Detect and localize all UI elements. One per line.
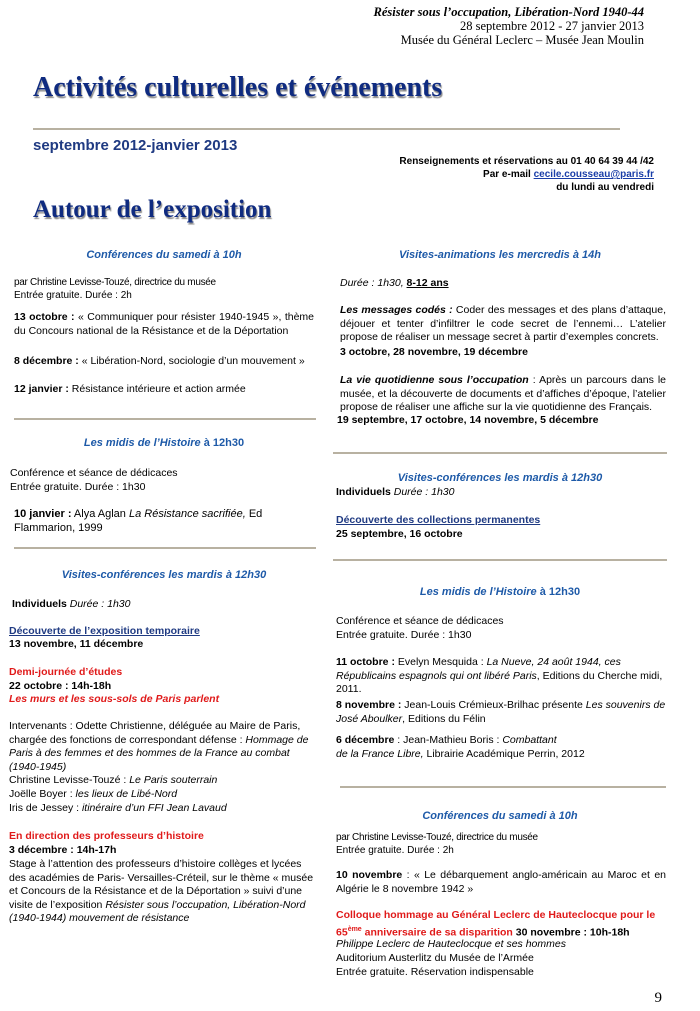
right-midis-item-3 <box>336 734 666 761</box>
profs-body: Stage à l’attention des professeurs d’histoire collèges et lycées des académies de Paris- Versailles-Créteil, sur le thème « musée et Concours de la Résistance et de la Déportation » suivi d’une visite de l’exposition <box>9 858 314 911</box>
mercredis-duration: Durée : 1h30, <box>340 277 407 289</box>
conf-text: « Communiquer pour résister 1940-1945 », thème du Concours national de la Résistance et de la Déportation <box>14 311 315 337</box>
messages-codes-text: Coder des messages et des plans d’attaque, déjouer et tenter d’infiltrer le code secret de l’ennemi… L’atelier propose de réaliser un message secret à partir d’exemples concrets. <box>340 304 666 343</box>
conf-date: 13 octobre : <box>14 311 75 323</box>
visites-duree: Durée : 1h30 <box>66 598 131 610</box>
midis-book: La Résistance sacrifiée, <box>128 508 246 520</box>
right-midis-item-1 <box>336 656 666 697</box>
divider <box>14 418 316 420</box>
visites-individuels: Individuels <box>12 598 67 610</box>
profs-date: 3 décembre : 14h-17h <box>9 844 117 856</box>
vie-quotidienne <box>340 374 666 415</box>
intervenants-text: Intervenants : Odette Christienne, déléguée au Maire de Paris, chargée des fonctions de correspondant défense : <box>9 720 301 746</box>
document-header-dates: 28 septembre 2012 - 27 janvier 2013 <box>460 19 644 33</box>
right-midis-desc: Conférence et séance de dédicaces <box>336 615 504 627</box>
profs-title: En direction des professeurs d’histoire <box>9 830 204 842</box>
midis-date: 6 décembre <box>336 734 395 746</box>
divider <box>340 786 666 788</box>
messages-codes-title: Les messages codés : <box>340 304 453 316</box>
document-header-title: Résister sous l’occupation, Libération-Nord 1940-44 <box>373 5 644 19</box>
left-midis-desc: Conférence et séance de dédicaces <box>10 467 178 479</box>
speaker-topic: itinéraire d’un FFI Jean Lavaud <box>81 802 227 814</box>
vie-quotidienne-title: La vie quotidienne sous l’occupation <box>340 374 529 386</box>
midis-author: : Jean-Mathieu Boris : <box>394 734 503 746</box>
colloque-date: 30 novembre : 10h-18h <box>512 926 630 938</box>
midis-publisher: , Editions du Félin <box>402 712 486 725</box>
divider <box>333 452 667 454</box>
left-conf-item <box>14 383 314 397</box>
speaker-name: Iris de Jessey : <box>9 802 82 814</box>
profs-exhibition: Résister sous l’occupation, Libération-Nord (1940-1944) mouvement de résistance <box>9 898 306 924</box>
demi-journee-intervenants <box>9 720 314 774</box>
midis-book: La Nueve, 24 août 1944, ces Républicains espagnols qui ont libéré Paris <box>336 656 621 682</box>
midis-book: Les souvenirs de José Aboulker <box>336 699 666 725</box>
title-divider <box>33 128 620 130</box>
colloque-title-a: Colloque hommage au Général Leclerc de Hauteclocque pour le 65 <box>336 909 656 938</box>
speaker-name: Christine Levisse-Touzé : <box>9 774 130 786</box>
conf-date: 8 décembre : <box>14 355 79 367</box>
speaker-topic: Le Paris souterrain <box>129 774 218 786</box>
midis-author: Jean-Louis Crémieux-Brilhac présente <box>401 699 586 711</box>
demi-journee-title: Demi-journée d’études <box>9 666 123 678</box>
left-conf-samedi-entry: Entrée gratuite. Durée : 2h <box>14 290 132 301</box>
left-conf-samedi-heading: Conférences du samedi à 10h <box>86 249 242 261</box>
demi-journee-theme: Les murs et les sous-sols de Paris parlent <box>9 693 220 705</box>
right-mardis-dates: 25 septembre, 16 octobre <box>336 528 463 540</box>
vie-quotidienne-text: : Après un parcours dans le musée, et la découverte de documents et d’affiches d’époque, l’atelier propose de réaliser une affiche sur la vie quotidienne des Français. <box>340 374 666 413</box>
divider <box>333 559 667 561</box>
right-conf-item <box>336 869 666 896</box>
colloque-entry: Entrée gratuite. Réservation indispensable <box>336 966 534 978</box>
right-midis-item-2 <box>336 699 666 726</box>
right-conf-samedi-by: par Christine Levisse-Touzé, directrice du musée <box>336 832 538 843</box>
main-title: Activités culturelles et événements <box>33 72 443 103</box>
colloque-title <box>336 909 666 940</box>
midis-book: Combattant <box>502 734 557 746</box>
midis-date: 11 octobre : <box>336 656 395 668</box>
vie-quotidienne-dates: 19 septembre, 17 octobre, 14 novembre, 5 décembre <box>337 414 599 426</box>
left-conf-samedi-by: par Christine Levisse-Touzé, directrice du musée <box>14 277 216 288</box>
page-number: 9 <box>654 990 662 1006</box>
colloque-sup: ème <box>347 925 362 933</box>
contact-email-line <box>483 169 654 180</box>
left-visites-dates: 13 novembre, 11 décembre <box>9 638 144 650</box>
left-midis-entry: Entrée gratuite. Durée : 1h30 <box>10 481 146 493</box>
conf-date: 12 janvier : <box>14 383 69 395</box>
left-midis-item <box>14 508 314 535</box>
midis-publisher: Librairie Académique Perrin, 2012 <box>423 747 585 760</box>
contact-email-prefix: Par e-mail <box>483 169 534 180</box>
conf-text: Résistance intérieure et action armée <box>68 383 246 395</box>
right-midis-heading <box>335 586 665 598</box>
midis-publisher: , Editions du Cherche midi, 2011. <box>336 669 663 695</box>
document-header-venue: Musée du Général Leclerc – Musée Jean Moulin <box>400 33 644 47</box>
midis-publisher: Ed Flammarion, 1999 <box>14 508 263 534</box>
profs-text <box>9 858 314 926</box>
midis-title: Les midis de l’Histoire <box>83 437 201 449</box>
midis-time: à 12h30 <box>200 437 245 449</box>
conf-text: « Libération-Nord, sociologie d’un mouvement » <box>78 355 305 367</box>
messages-codes-dates: 3 octobre, 28 novembre, 19 décembre <box>340 346 528 358</box>
conf-text: : « Le débarquement anglo-américain au Maroc et en Algérie le 8 novembre 1942 » <box>336 869 666 895</box>
demi-journee-date: 22 octobre : 14h-18h <box>9 680 112 692</box>
speaker-line <box>9 802 227 816</box>
right-midis-entry: Entrée gratuite. Durée : 1h30 <box>336 629 472 641</box>
contact-phone: Renseignements et réservations au 01 40 64 39 44 /42 <box>399 156 654 167</box>
intervenants-title: Hommage de Paris à des femmes et des hommes de la France au combat (1940-1945) <box>9 733 309 773</box>
right-mercredis-heading: Visites-animations les mercredis à 14h <box>399 249 601 261</box>
divider <box>14 547 316 549</box>
left-visites-individuels <box>12 598 130 612</box>
midis-title: Les midis de l’Histoire <box>419 586 537 598</box>
mardis-individuels: Individuels <box>336 486 391 498</box>
midis-author: Evelyn Mesquida : <box>394 656 487 668</box>
mardis-duree: Durée : 1h30 <box>390 486 455 498</box>
mercredis-ages: 8-12 ans <box>406 277 449 289</box>
midis-date: 8 novembre : <box>336 699 402 711</box>
right-conf-samedi-heading: Conférences du samedi à 10h <box>422 810 578 822</box>
colloque-title-b: anniversaire de sa disparition <box>361 926 513 938</box>
right-mardis-individuels <box>336 486 454 500</box>
left-visites-decouverte: Découverte de l’exposition temporaire <box>9 625 200 637</box>
speaker-topic: les lieux de Libé-Nord <box>75 788 178 800</box>
contact-days: du lundi au vendredi <box>556 182 654 193</box>
messages-codes <box>340 304 666 345</box>
period-subtitle: septembre 2012-janvier 2013 <box>33 137 238 154</box>
midis-date: 10 janvier : <box>14 508 72 520</box>
mercredis-duree <box>340 277 449 291</box>
midis-book-cont: de la France Libre, <box>336 747 424 760</box>
midis-time: à 12h30 <box>536 586 581 598</box>
contact-email-link[interactable]: cecile.cousseau@paris.fr <box>533 169 654 180</box>
right-conf-samedi-entry: Entrée gratuite. Durée : 2h <box>336 845 454 856</box>
left-midis-heading <box>14 437 314 449</box>
right-mardis-heading: Visites-conférences les mardis à 12h30 <box>397 472 603 484</box>
left-conf-item <box>14 311 314 338</box>
left-conf-item <box>14 355 314 369</box>
colloque-location: Auditorium Austerlitz du Musée de l’Armée <box>336 952 534 964</box>
conf-date: 10 novembre <box>336 869 403 881</box>
right-mardis-decouverte: Découverte des collections permanentes <box>336 514 541 526</box>
section-title: Autour de l’exposition <box>33 196 272 223</box>
speaker-line <box>9 774 217 788</box>
speaker-name: Joëlle Boyer : <box>9 788 76 800</box>
speaker-line <box>9 788 177 802</box>
colloque-subtitle: Philippe Leclerc de Hauteclocque et ses hommes <box>336 938 566 950</box>
left-visites-heading: Visites-conférences les mardis à 12h30 <box>61 569 267 581</box>
midis-author: Alya Aglan <box>71 508 129 520</box>
